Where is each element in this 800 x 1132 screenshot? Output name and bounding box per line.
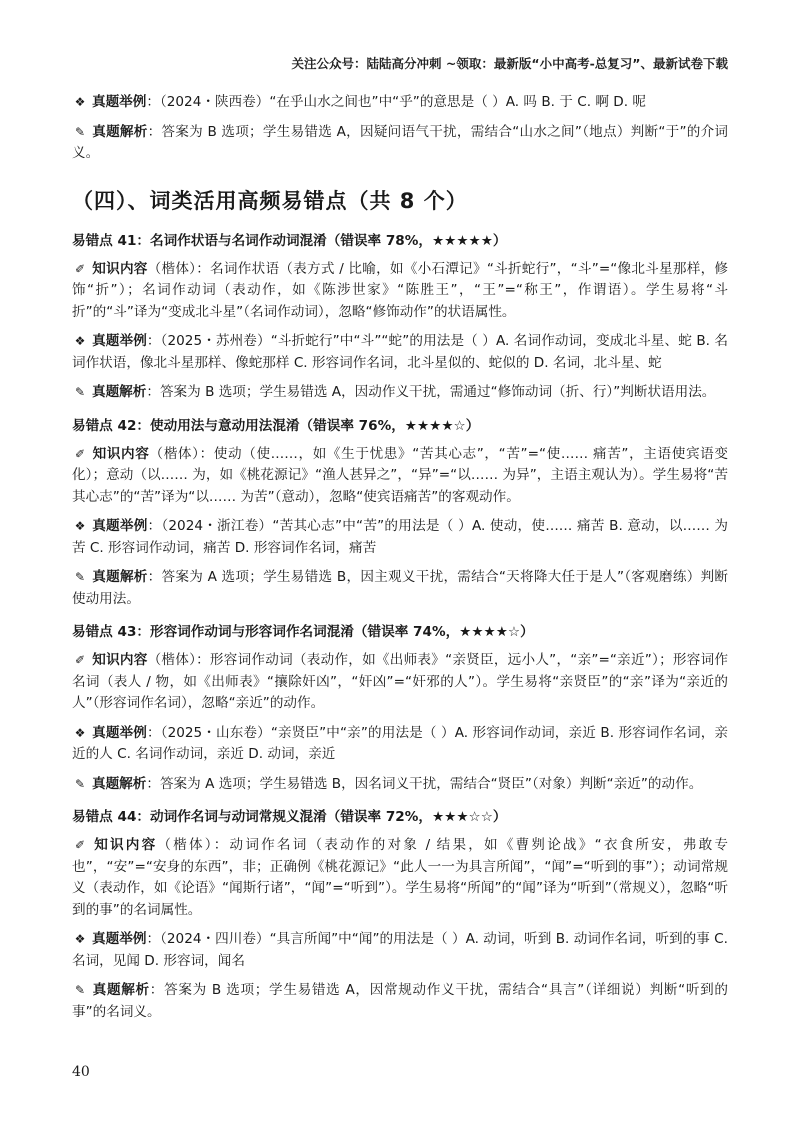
exam-question: ❖ 真题举例：（2024・四川卷）“具言所闻”中“闻”的用法是（ ）A. 动词，听到 B. 动词作名词，听到的事 C. 名词，见闻 D. 形容词，闻名 [72, 931, 728, 969]
knowledge-content: ✐ 知识内容（楷体）：动词作名词（表动作的对象 / 结果，如《曹刿论战》“衣食所安，弗敢专也”，“安”=“安身的东西”，非；正确例《桃花源记》“此人一一为具言所闻”，“闻”=“听到的事”）；动词常规义（表动作，如《论语》“闻斯行诸”，“闻”=“听到”）。学生易将“所闻”的“闻”译为“听到”（常规义），忽略“听到的事”的名词属性。 [72, 837, 728, 918]
exam-analysis: ✎ 真题解析：答案为 A 选项；学生易错选 B，因名词义干扰，需结合“贤臣”（对象）判断“亲近”的动作。 [72, 774, 728, 796]
knowledge-content: ✐ 知识内容（楷体）：名词作状语（表方式 / 比喻，如《小石潭记》“斗折蛇行”，“斗”=“像北斗星那样，修饰“折”）；名词作动词（表动作，如《陈涉世家》“陈胜王”，“王”=“称王”，作谓语）。学生易将“斗折”的“斗”译为“变成北斗星”（名词作动词），忽略“修饰动作”的状语属性。 [72, 260, 729, 320]
error-point-41 [72, 229, 728, 404]
pen-icon: ✐ [74, 446, 86, 461]
exam-analysis: ✎ 真题解析：答案为 B 选项；学生易错选 A，因动作义干扰，需通过“修饰动词（折、行）”判断状语用法。 [72, 382, 728, 404]
error-point-43 [72, 620, 728, 795]
pen-icon: ✐ [74, 653, 86, 667]
section-title: （四）、词类活用高频易错点（共 8 个） [72, 188, 468, 213]
error-point-title: 易错点 43：形容词作动词与形容词作名词混淆（错误率 74%，★★★★☆） [72, 624, 534, 640]
error-point-title: 易错点 44：动词作名词与动词常规义混淆（错误率 72%，★★★☆☆） [72, 809, 507, 825]
error-point-42 [72, 414, 728, 611]
error-point-title: 易错点 42：使动用法与意动用法混淆（错误率 76%，★★★★☆） [72, 417, 480, 434]
pencil-icon: ✎ [74, 385, 86, 399]
knowledge-content: ✐ 知识内容（楷体）：使动（使……，如《生于忧患》“苦其心志”，“苦”=“使…… 痛苦”，主语使宾语变化）；意动（以…… 为，如《桃花源记》“渔人甚异之”，“异”=“以…… 为异”，主语主观认为）。学生易将“苦其心志”的“苦”译为“以…… 为苦”（意动），忽略“使宾语痛苦”的客观动作。 [72, 445, 728, 505]
document-body [72, 92, 728, 1031]
error-point-44 [72, 805, 728, 1023]
page-number: 40 [72, 1064, 90, 1080]
pencil-icon: ✎ [74, 570, 86, 584]
pen-icon: ✐ [74, 838, 86, 852]
diamond-bullet-icon: ❖ [74, 95, 86, 109]
exam-question: ❖ 真题举例：（2025・山东卷）“亲贤臣”中“亲”的用法是（ ）A. 形容词作动词，亲近 B. 形容词作名词，亲近的人 C. 名词作动词，亲近 D. 动词，亲近 [72, 724, 729, 762]
error-point-title: 易错点 41：名词作状语与名词作动词混淆（错误率 78%，★★★★★） [72, 232, 507, 249]
page-header: 关注公众号：陆陆高分冲刺 ~领取：最新版“小中高考-总复习”、最新试卷下载 [291, 56, 728, 71]
exam-question: ❖ 真题举例：（2024・浙江卷）“苦其心志”中“苦”的用法是（ ）A. 使动，使…… 痛苦 B. 意动，以…… 为苦 C. 形容词作动词，痛苦 D. 形容词作名词，痛苦 [72, 518, 728, 556]
diamond-bullet-icon: ❖ [74, 334, 86, 348]
pencil-icon: ✎ [74, 776, 86, 791]
intro-question: ❖ 真题举例：（2024・陕西卷）“在乎山水之间也”中“乎”的意思是（ ）A. 吗 B. 于 C. 啊 D. 呢 [72, 92, 728, 114]
knowledge-content: ✐ 知识内容（楷体）：形容词作动词（表动作，如《出师表》“亲贤臣，远小人”，“亲”=“亲近”）；形容词作名词（表人 / 物，如《出师表》“攘除奸凶”，“奸凶”=“奸邪的人”）。学生易将“亲贤臣”的“亲”译为“亲近的人”（形容词作名词），忽略“亲近”的动作。 [72, 652, 729, 711]
pencil-icon: ✎ [74, 983, 86, 997]
exam-question: ❖ 真题举例：（2025・苏州卷）“斗折蛇行”中“斗”“蛇”的用法是（ ）A. 名词作动词，变成北斗星、蛇 B. 名词作状语，像北斗星那样、像蛇那样 C. 形容词作名词，北斗星似的、蛇似的 D. 名词，北斗星、蛇 [72, 333, 728, 371]
diamond-bullet-icon: ❖ [74, 932, 86, 946]
pen-icon: ✐ [74, 261, 86, 276]
diamond-bullet-icon: ❖ [74, 519, 86, 533]
diamond-bullet-icon: ❖ [74, 725, 86, 740]
exam-analysis: ✎ 真题解析：答案为 A 选项；学生易错选 B，因主观义干扰，需结合“天将降大任于是人”（客观磨练）判断使动用法。 [72, 569, 729, 607]
exam-analysis: ✎ 真题解析：答案为 B 选项；学生易错选 A，因常规动作义干扰，需结合“具言”（详细说）判断“听到的事”的名词义。 [72, 982, 729, 1020]
intro-analysis: ✎ 真题解析：答案为 B 选项；学生易错选 A，因疑问语气干扰，需结合“山水之间”（地点）判断“于”的介词义。 [72, 123, 728, 161]
pencil-icon: ✎ [74, 124, 86, 139]
